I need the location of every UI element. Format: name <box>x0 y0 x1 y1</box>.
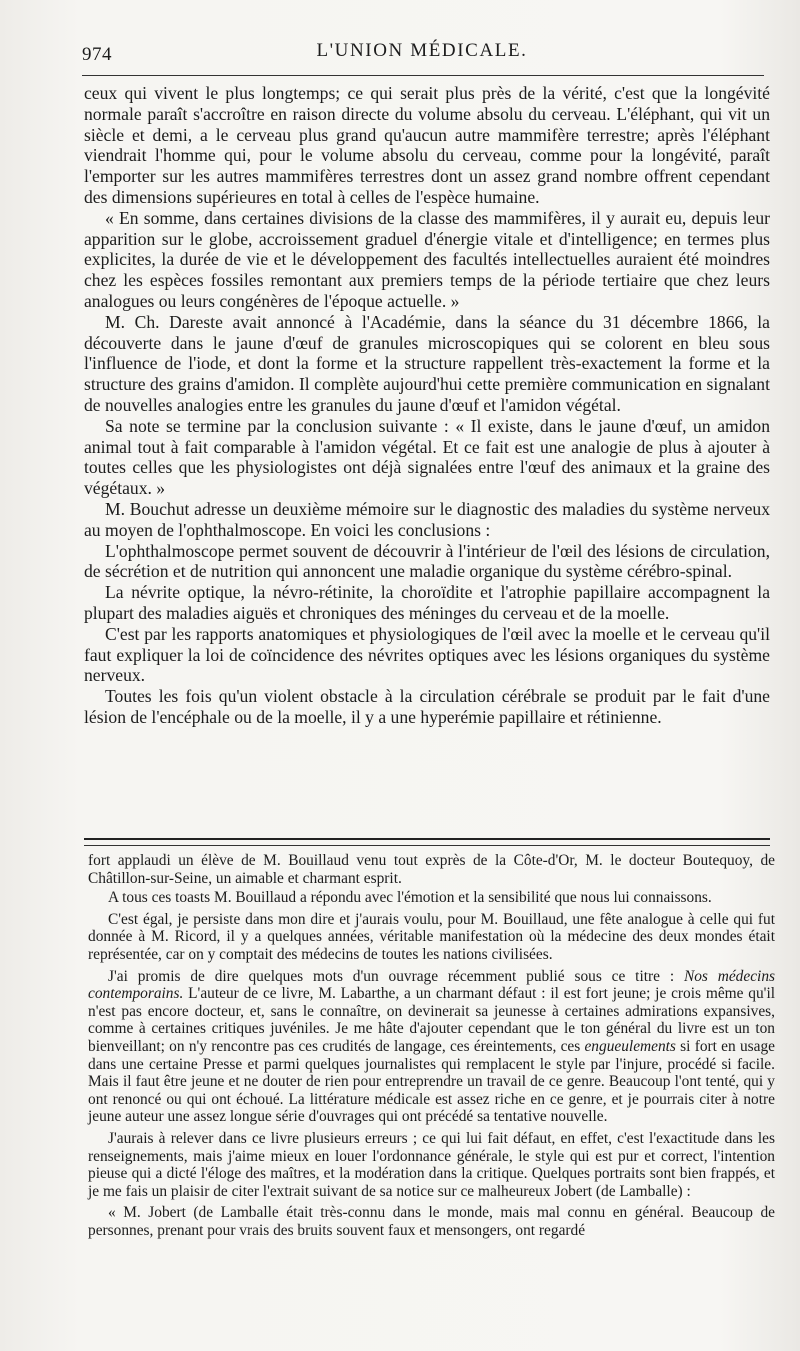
paragraph: « En somme, dans certaines divisions de la classe des mammifères, il y aurait eu, depuis leur apparition sur le globe, accroissement graduel d'énergie vitale et d'intelligence; en termes plus explicites, la durée de vie et le développement des facultés intellectuelles auraient été moindres chez les espèces fossiles remontant aux premiers temps de la période tertiaire que chez leurs analogues ou leurs congénères de l'époque actuelle. » <box>84 207 770 311</box>
header-rule <box>82 75 764 76</box>
paragraph: C'est égal, je persiste dans mon dire et j'aurais voulu, pour M. Bouillaud, une fête analogue à celle qui fut donnée à M. Ricord, il y a quelques années, véritable manifestation où la médecine des deux mondes était représentée, car on y comptait des médecins de toutes les nations civilisées. <box>88 910 775 963</box>
section-divider <box>84 838 770 846</box>
paragraph: « M. Jobert (de Lamballe était très-connu dans le monde, mais mal connu en général. Beaucoup de personnes, prenant pour vrais des bruits souvent faux et mensongers, ont regardé <box>88 1204 775 1239</box>
paragraph: fort applaudi un élève de M. Bouillaud venu tout exprès de la Côte-d'Or, M. le docteur Boutequoy, de Châtillon-sur-Seine, un aimable et charmant esprit. <box>88 852 775 887</box>
paragraph: M. Bouchut adresse un deuxième mémoire sur le diagnostic des maladies du système nerveux au moyen de l'ophthalmoscope. En voici les conclusions : <box>84 498 770 540</box>
paragraph: J'aurais à relever dans ce livre plusieurs erreurs ; ce qui lui fait défaut, en effet, c'est l'exactitude dans les renseignements, mais j'aime mieux en louer l'ordonnance générale, le style qui est pur et correct, l'intention pieuse qui a dicté l'éloge des maîtres, et la modération dans la critique. Quelques portraits sont bien frappés, et je me fais un plaisir de citer l'extrait suivant de sa notice sur ce malheureux Jobert (de Lamballe) : <box>88 1129 775 1200</box>
paragraph: La névrite optique, la névro-rétinite, la choroïdite et l'atrophie papillaire accompagnent la plupart des maladies aiguës et chroniques des méninges du cerveau et de la moelle. <box>84 582 770 623</box>
text-run: L'auteur de ce livre, M. Labarthe, a un charmant défaut : il est fort jeune; je crois même qu'il n'est pas encore docteur, et, sans le connaître, on devinerait sa jeunesse à certaines admirations expansives, comme à certaines critiques juvéniles. Je me hâte d'ajouter cependant que le ton général du livre est un ton bienveillant; on n'y rencontre pas ces crudités de langage, ces éreintements, ces <box>88 985 775 1055</box>
page-number: 974 <box>82 44 112 65</box>
text-run: si fort en usage dans une certaine Presse et parmi quelques journalistes qui remplacent le style par l'injure, procédé si facile. Mais il faut être jeune et ne douter de rien pour entreprendre un travail de ce genre. Beaucoup l'ont tenté, qui y ont renoncé ou qui ont échoué. La littérature médicale est assez riche en ce genre, et je pourrais citer à notre jeune auteur une assez longue série d'ouvrages qui ont précédé sa tentative nouvelle. <box>88 1037 775 1126</box>
feuilleton-text <box>88 852 775 1243</box>
paragraph <box>88 968 775 1126</box>
text-run: J'ai promis de dire quelques mots d'un ouvrage récemment publié sous ce titre : <box>108 967 684 985</box>
paragraph: Sa note se termine par la conclusion suivante : « Il existe, dans le jaune d'œuf, un amidon animal tout à fait comparable à l'amidon végétal. Et ce fait est une analogie de plus à ajouter à toutes celles que les physiologistes ont déjà signalées entre l'œuf des animaux et la graine des végétaux. » <box>84 415 770 499</box>
paragraph: Toutes les fois qu'un violent obstacle à la circulation cérébrale se produit par le fait d'une lésion de l'encéphale ou de la moelle, il y a une hyperémie papillaire et rétinienne. <box>84 686 770 727</box>
main-column-text <box>84 83 770 728</box>
paragraph: L'ophthalmoscope permet souvent de découvrir à l'intérieur de l'œil des lésions de circulation, de sécrétion et de nutrition qui annoncent une maladie organique du système cérébro-spinal. <box>84 540 770 582</box>
page-header <box>82 36 762 66</box>
paragraph: C'est par les rapports anatomiques et physiologiques de l'œil avec la moelle et le cerveau qu'il faut expliquer la loi de coïncidence des névrites optiques avec les lésions organiques du système nerveux. <box>84 623 770 686</box>
paragraph: M. Ch. Dareste avait annoncé à l'Académie, dans la séance du 31 décembre 1866, la découverte dans le jaune d'œuf de granules microscopiques qui se colorent en bleu sous l'influence de l'iode, et dont la forme et la structure rappellent très-exactement la forme et la structure des grains d'amidon. Il complète aujourd'hui cette première communication en signalant de nouvelles analogies entre les granules du jaune d'œuf et l'amidon végétal. <box>84 311 770 415</box>
emphasized-word: engueulements <box>584 1037 676 1055</box>
paragraph: A tous ces toasts M. Bouillaud a répondu avec l'émotion et la sensibilité que nous lui connaissons. <box>108 889 712 907</box>
book-title: Nos médecins contemporains. <box>88 967 775 1003</box>
paragraph: ceux qui vivent le plus longtemps; ce qui serait plus près de la vérité, c'est que la longévité normale paraît s'accroître en raison directe du volume absolu du cerveau. L'éléphant, qui vit un siècle et demi, a le cerveau plus grand qu'aucun autre mammifère terrestre; après l'éléphant viendrait l'homme qui, pour le volume absolu du cerveau, comme pour la longévité, paraît l'emporter sur les autres mammifères terrestres dont un assez grand nombre offrent cependant des dimensions supérieures en total à celles de l'espèce humaine. <box>84 83 770 207</box>
running-title: L'UNION MÉDICALE. <box>316 40 528 61</box>
